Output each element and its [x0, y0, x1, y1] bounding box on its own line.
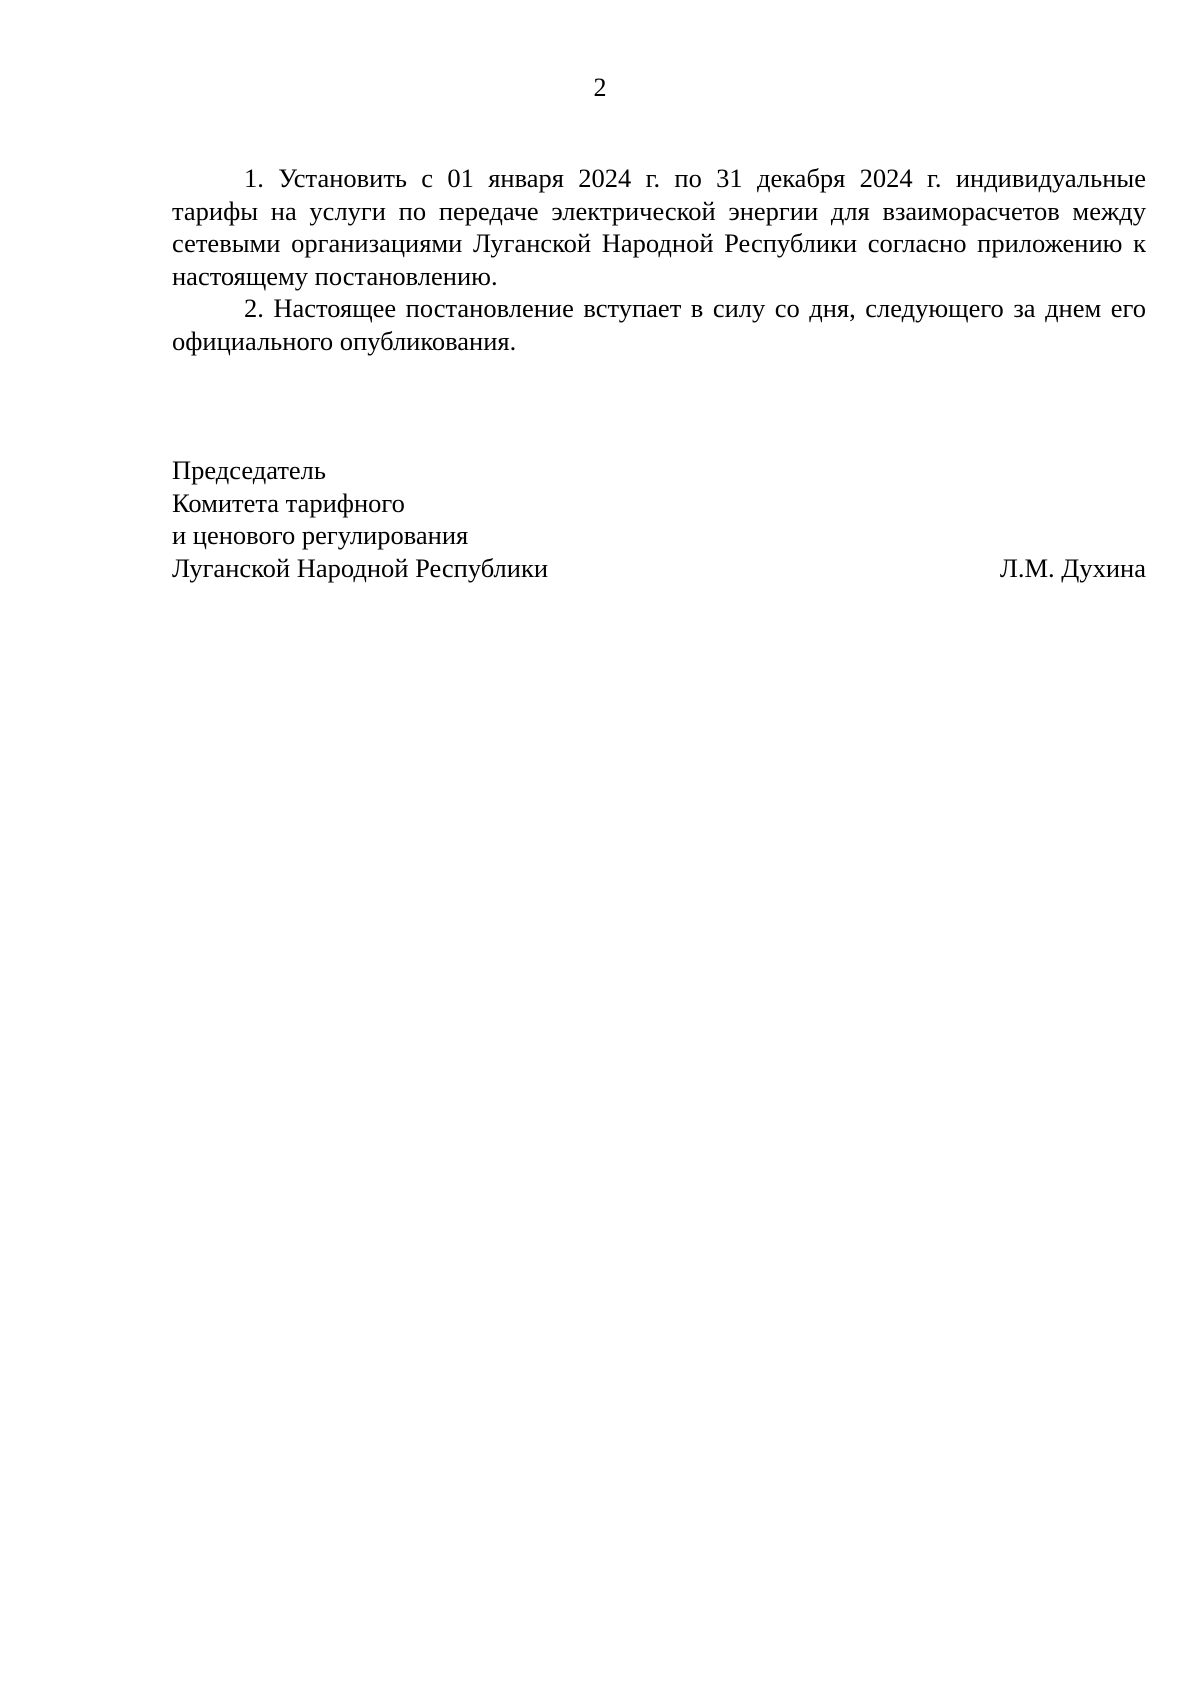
paragraph-1: 1. Установить с 01 января 2024 г. по 31 декабря 2024 г. индивидуальные тарифы на услуги по передаче электрической энергии для взаиморасчетов между сетевыми организациями Луганской Народной Республики согласно приложению к настоящему постановлению. [172, 163, 1146, 291]
signatory-name: Л.М. Духина [999, 552, 1146, 583]
signature-row [172, 552, 1146, 585]
signature-block [172, 454, 1146, 584]
signatory-position-line-1: Председатель [172, 455, 326, 485]
signatory-position-line-2: Комитета тарифного [172, 487, 405, 518]
page-number: 2 [593, 73, 607, 102]
signatory-position-line-3: и ценового регулирования [172, 520, 469, 550]
document-body [172, 162, 1146, 357]
paragraph-2: 2. Настоящее постановление вступает в силу со дня, следующего за днем его официального опубликования. [172, 293, 1146, 356]
signatory-position-line-4: Луганской Народной Республики [172, 552, 549, 583]
